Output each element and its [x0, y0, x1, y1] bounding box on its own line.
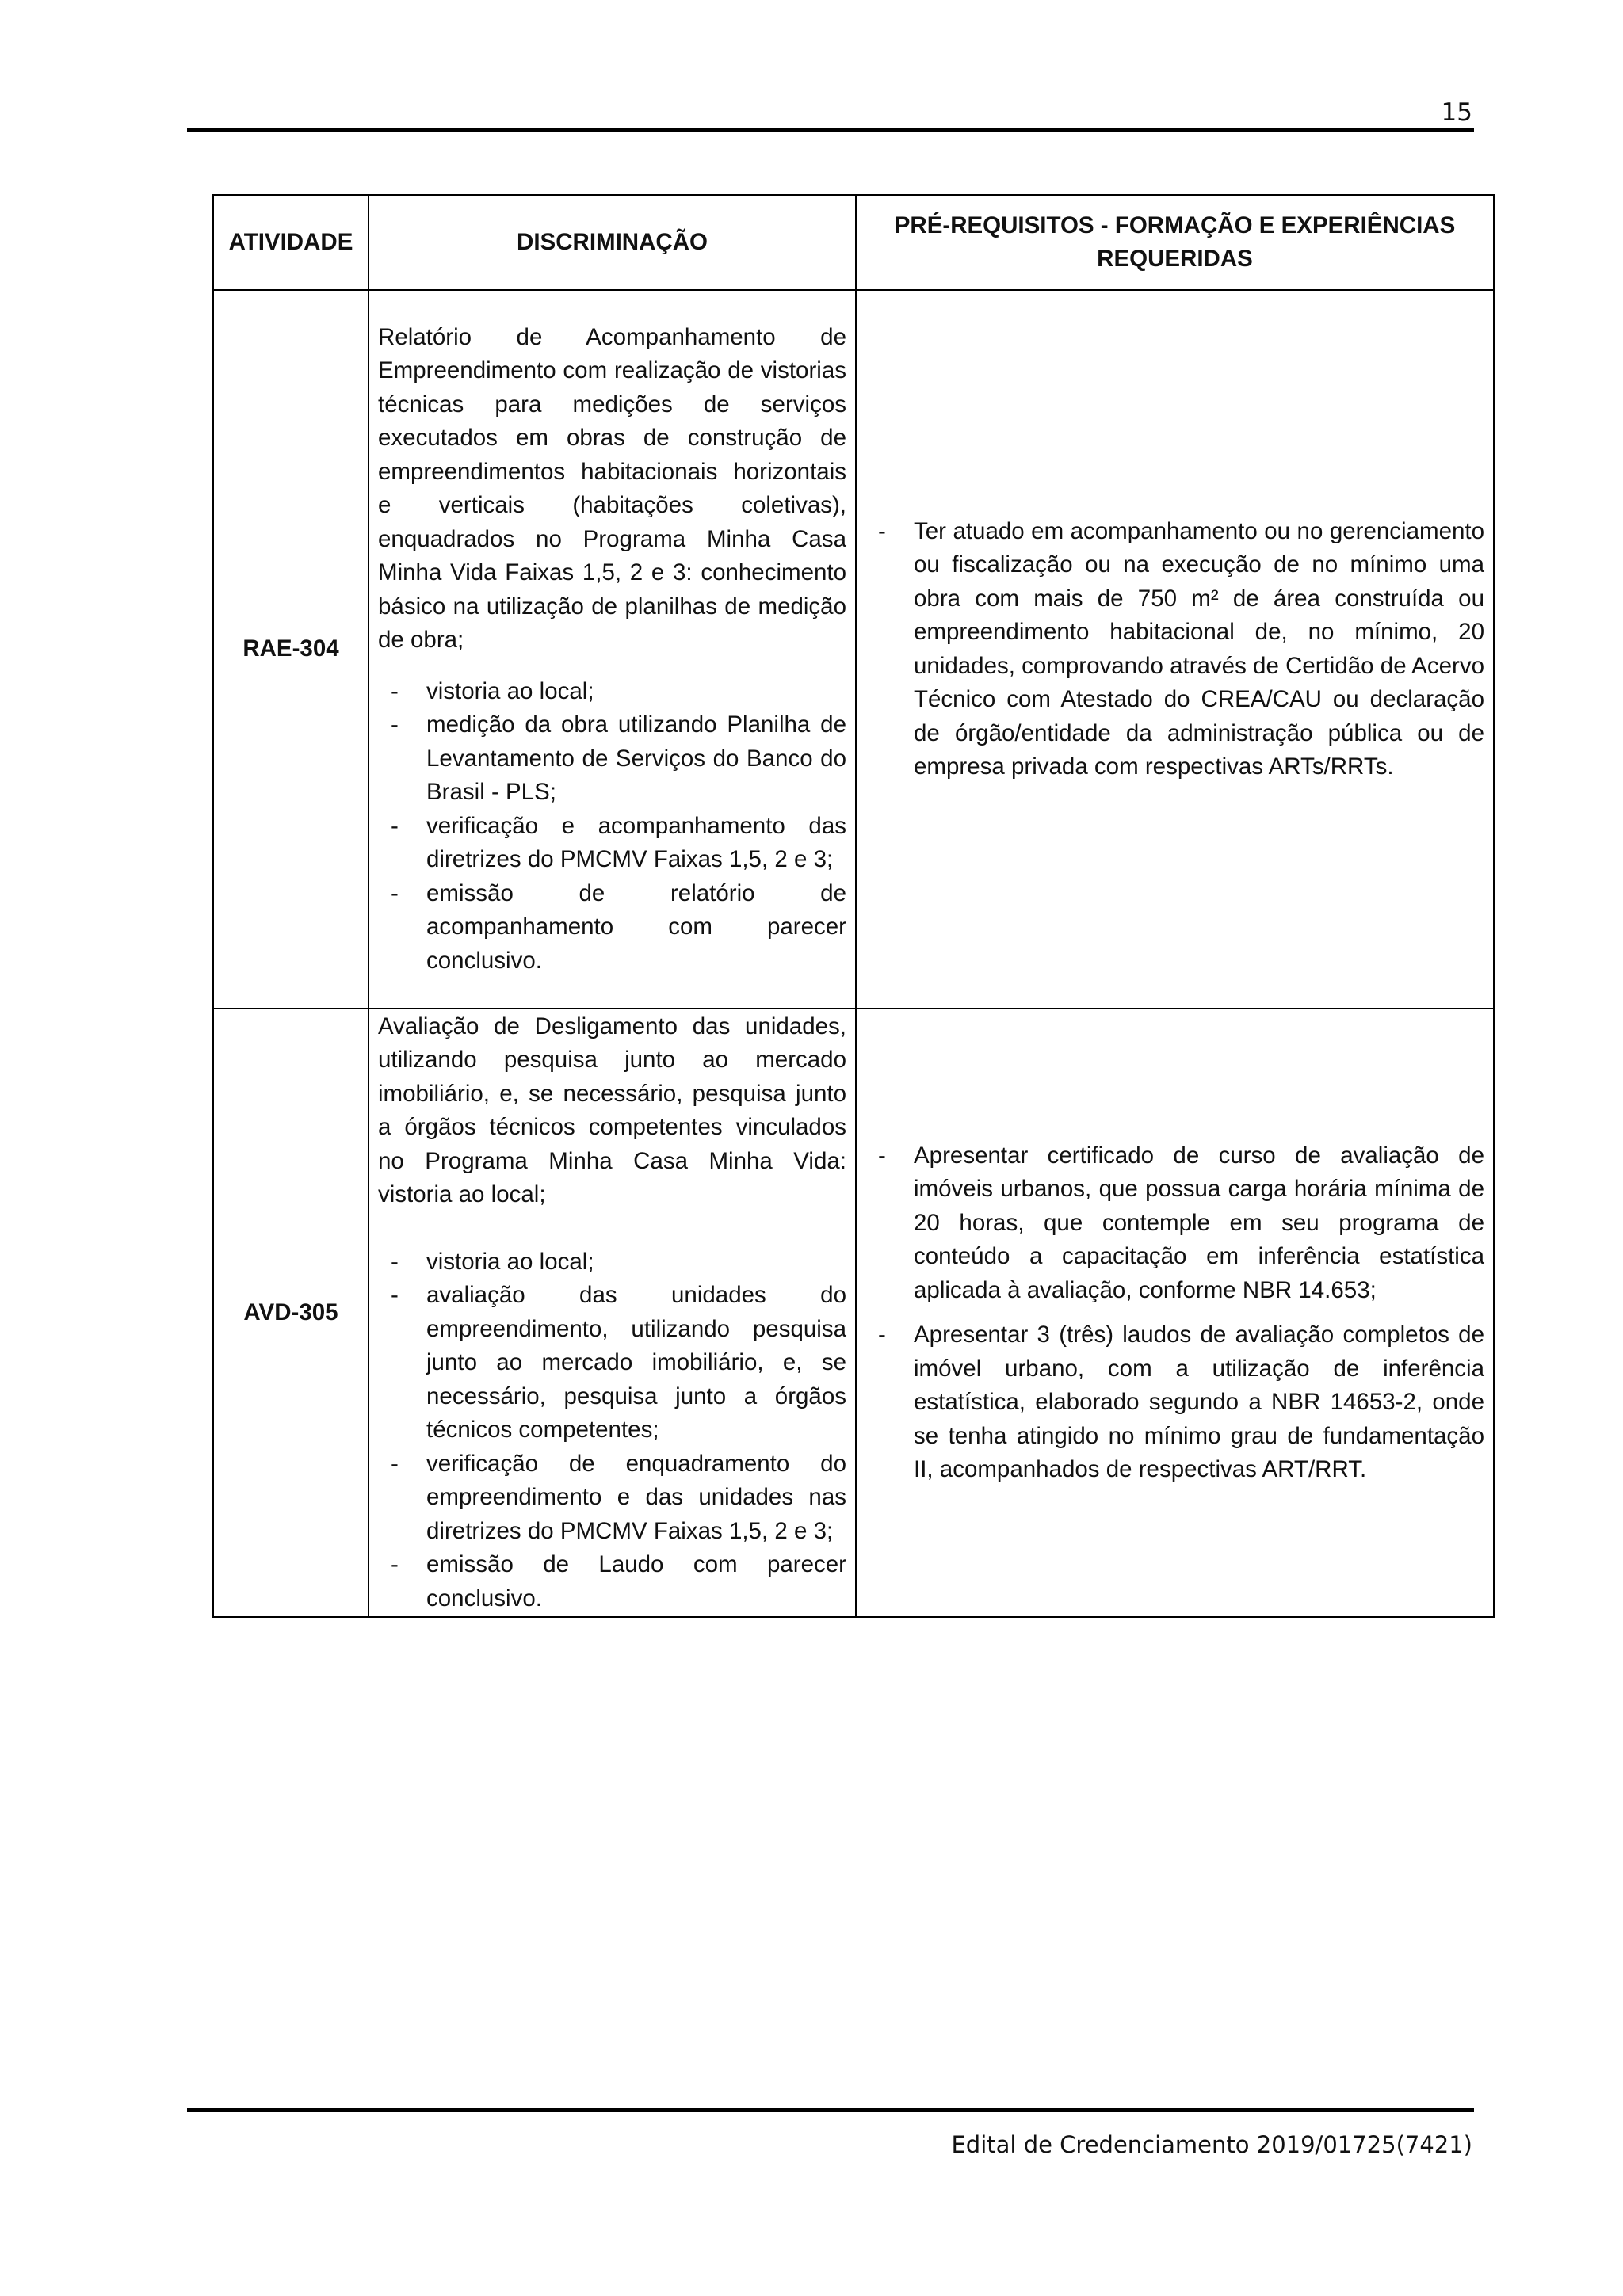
activity-items	[378, 675, 846, 978]
activity-description-cell	[369, 290, 856, 1009]
requirement-item: - Apresentar certificado de curso de avaliação de imóveis urbanos, que possua carga horária mínima de 20 horas, que contemple em seu programa de conteúdo a capacitação em inferência estatística aplicada à avaliação, conforme NBR 14.653;	[865, 1139, 1484, 1308]
requirements-cell	[856, 290, 1494, 1009]
activity-code: AVD-305	[213, 1009, 369, 1617]
requirement-item: - Ter atuado em acompanhamento ou no gerenciamento ou fiscalização ou na execução de no mínimo uma obra com mais de 750 m² de área construída ou empreendimento habitacional de, no mínimo, 20 unidades, comprovando através de Certidão de Acervo Técnico com Atestado do CREA/CAU ou declaração de órgão/entidade da administração pública ou de empresa privada com respectivas ARTs/RRTs.	[865, 515, 1484, 784]
list-item: - vistoria ao local;	[378, 675, 846, 709]
requirements-list	[865, 1139, 1484, 1487]
requirements-cell	[856, 1009, 1494, 1617]
requirement-item: - Apresentar 3 (três) laudos de avaliação completos de imóvel urbano, com a utilização de inferência estatística, elaborado segundo a NBR 14653-2, onde se tenha atingido no mínimo grau de fundamentação II, acompanhados de respectivas ART/RRT.	[865, 1318, 1484, 1487]
activity-items	[378, 1245, 846, 1616]
table-header-row	[213, 195, 1494, 290]
list-item: - verificação de enquadramento do empreendimento e das unidades nas diretrizes do PMCMV Faixas 1,5, 2 e 3;	[378, 1447, 846, 1549]
header-prerequisitos: PRÉ-REQUISITOS - FORMAÇÃO E EXPERIÊNCIAS REQUERIDAS	[856, 195, 1494, 290]
activity-description-cell	[369, 1009, 856, 1617]
list-item: - vistoria ao local;	[378, 1245, 846, 1280]
header-discriminacao: DISCRIMINAÇÃO	[369, 195, 856, 290]
table-row	[213, 290, 1494, 1009]
activity-description: Avaliação de Desligamento das unidades, utilizando pesquisa junto ao mercado imobiliário, e, se necessário, pesquisa junto a órgãos técnicos competentes vinculados no Programa Minha Casa Minha Vida: vistoria ao local;	[378, 1013, 846, 1208]
table-row	[213, 1009, 1494, 1617]
header-rule	[187, 128, 1474, 132]
page-number: 15	[1441, 98, 1472, 127]
list-item: - medição da obra utilizando Planilha de Levantamento de Serviços do Banco do Brasil - PLS;	[378, 708, 846, 810]
footer-text: Edital de Credenciamento 2019/01725(7421)	[951, 2131, 1472, 2158]
list-item: - emissão de Laudo com parecer conclusivo.	[378, 1548, 846, 1615]
list-item: - emissão de relatório de acompanhamento com parecer conclusivo.	[378, 877, 846, 978]
requirements-list	[865, 515, 1484, 784]
list-item: - avaliação das unidades do empreendimento, utilizando pesquisa junto ao mercado imobiliário, e, se necessário, pesquisa junto a órgãos técnicos competentes;	[378, 1279, 846, 1447]
footer-rule	[187, 2108, 1474, 2112]
activity-code: RAE-304	[213, 290, 369, 1009]
activities-table	[212, 194, 1495, 1618]
list-item: - verificação e acompanhamento das diretrizes do PMCMV Faixas 1,5, 2 e 3;	[378, 810, 846, 877]
activity-description: Relatório de Acompanhamento de Empreendimento com realização de vistorias técnicas para medições de serviços executados em obras de construção de empreendimentos habitacionais horizontais e verticais (habitações coletivas), enquadrados no Programa Minha Casa Minha Vida Faixas 1,5, 2 e 3: conhecimento básico na utilização de planilhas de medição de obra;	[378, 323, 846, 654]
header-atividade: ATIVIDADE	[213, 195, 369, 290]
